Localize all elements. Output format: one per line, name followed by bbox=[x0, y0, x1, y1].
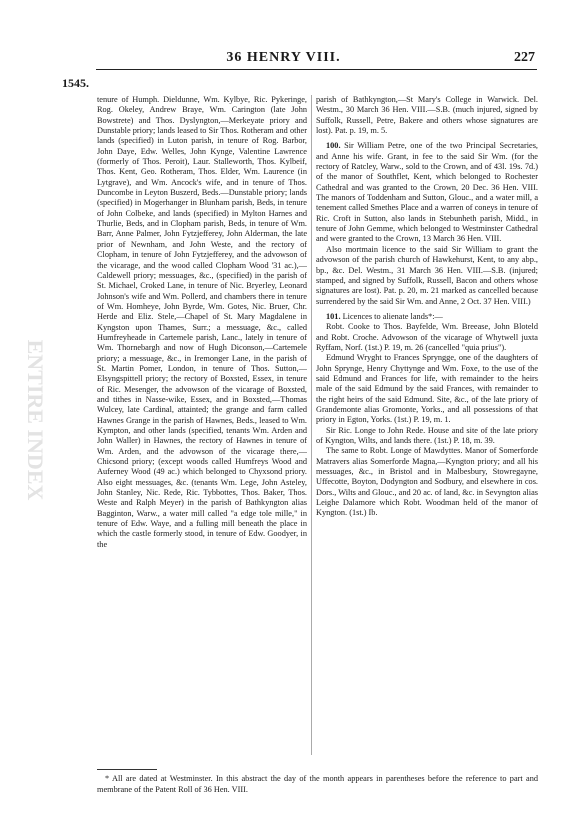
watermark-text: ENTIRE INDEX bbox=[23, 339, 48, 501]
watermark-stamp bbox=[8, 250, 48, 590]
footnote-rule bbox=[97, 769, 157, 770]
entry-number: 101. bbox=[326, 311, 341, 321]
paragraph: tenure of Humph. Dieldunne, Wm. Kylbye, Ric. Pykeringe, Rog. Okeley, Andrew Braye, Wm. Carington (late John Bowstrete) and Thos. Dyslyngton,—Merkeyate priory and Dunstable priory; lands leased to Sir Thos. Rotheram and other lands (specified) in Luton parish, in tenure of Rog. Barbor, John Daye, Edw. Welles, John Kynge, Valentine Lawrence (formerly of Thos. Peroit), Laur. Stalleworth, Thos. Kylbeif, Thos. Kent, Geo. Rotheram, Thos. Elder, Wm. Laurence (in Lytgrave), and Wm. Ancock's wife, and in tenure of Thos. Duncombe in Leyton Buszerd, Beds.—Dunstable priory; lands (specified) in Mogerhanger in Blunham parish, Beds, in tenure of John Colbeke, and lands (specified) in Mylton Harnes and Thurlie, Beds, and in Clopham parish, Beds, in tenure of Wm. Barr, Anne Palmer, John Fytzjefferey, John Alderman, the late prior of Newnham, and John Weste, and the rectory of Clopham, in tenure of John Fytzjefferey, and the advowson of the vicarage, and the wood called Clopham Wood '31 ac.),—Caldewell priory; messuages, &c., (specified) in the parish of St. Michael, Croked Lane, in tenure of Nic. Bryerley, Leonard Johnson's wife and Wm. Pollerd, and chambers there in tenure of Wm. Homheye, John Byrde, Wm. Gotes, Nic. Bruer, Chr. Herde and Eliz. Stele,—Chapel of St. Mary Magdalene in Kyngston upon Thames, Surr.; a messuage, &c., called Humfreyheade in Cartemele parish, Lanc., lately in tenure of Wm. Thornebargh and now of Hugh Diconson,—Cartemele priory; a messuage, &c., in Iremonger Lane, in the parish of St. Martin Pomer, London, in tenure of Thos. Sutton,—Elsyngspittell priory; the rectory of Boxsted, Essex, in tenure of Ric. Mesenger, the advowson of the vicarage of Boxsted, and tithes in Nasse-wike, Essex, and in Boxsted,—Thomas Wulcey, late Cardinal, attainted; the grange and farm called Hawnes Grange in the parish of Hawnes, Beds., leased to Wm. Kympton, and other lands (specified, tenants Wm. Arden and John Waller) in Hawnes, the rectory of Hawnes in tenure of Wm. Arden, and the advowson of the vicarage there,—Chicsond priory; (except woods called Humfreys Wood and Auferney Wood (49 ac.) which belonged to Chyxsond priory. Also eight messuages, &c. (tenants Wm. Lege, John Asteley, John Stanley, Nic. Rede, Ric. Tybbottes, Thos. Baker, Thos. Weste and Ralph Meyer) in the parish of Bathkyngton alias Bagginton, Warw., a water mill called "a edge tole mille," in tenure of Edw. Waye, and a fulling mill beneath the place in which the castle formerly stood, in tenure of Edw. Goodyer, in the bbox=[97, 95, 307, 549]
paragraph: Edmund Wryght to Frances Spryngge, one of the daughters of John Sprynge, Henry Chyttynge and Wm. Foxe, to the use of the said Edmund and Frances for life, with remainder to the heirs male of the said Edmund by the said Frances, with remainder to the right heirs of the said Edmund. Site, &c., of the late priory of Grandemonte alias Gromonte, Yorks., and all possessions of that priory in Egton, Yorks. (1st.) P. 19, m. 1. bbox=[316, 353, 538, 425]
paragraph: The same to Robt. Longe of Mawdyttes. Manor of Somerforde Matravers alias Somerforde Magna,—Kyngton priory; and all his messuages, &c., in Bristol and in Malbesbury, Stowregayne, Uffecotte, Boyton, Dodyngton and Sodbury, and elsewhere in cos. Dors., Wilts and Glouc., and 20 ac. of land, &c. in Sevyngton alias Leighe Dalamore which Robt. Woodman held of the manor of Kyngton. (1st.) Ib. bbox=[316, 446, 538, 518]
left-column bbox=[97, 95, 307, 755]
footnote-text: * All are dated at Westminster. In this abstract the day of the month appears in parentheses before the reference to part and membrane of the Patent Roll of 36 Hen. VIII. bbox=[97, 774, 538, 794]
entry-100 bbox=[316, 141, 538, 244]
year-margin-note: 1545. bbox=[62, 76, 89, 90]
running-head: 36 HENRY VIII. bbox=[226, 50, 341, 65]
header-rule bbox=[96, 69, 537, 70]
paragraph: Also mortmain licence to the said Sir William to grant the advowson of the parish church of Hawkehurst, Kent, to any abp., bp., &c. Del. Westm., 31 March 36 Hen. VIII.—S.B. (injured; stamped, and signed by Suffolk, Russell, Bacon and others whose signatures are lost). Pat. p. 20, m. 21 marked as cancelled because surrendered by the said Sir Wm. and Anne, 2 Oct. 37 Hen. VIII.) bbox=[316, 244, 538, 306]
column-divider bbox=[311, 95, 312, 755]
entry-text: Licences to alienate lands*:— bbox=[340, 311, 443, 321]
paragraph: Robt. Cooke to Thos. Bayfelde, Wm. Breease, John Bloteld and Robt. Croche. Advowson of the vicarage of Whytwell juxta Ryffam, Norf. (1st.) P. 19, m. 26 (cancelled "quia prius"). bbox=[316, 322, 538, 352]
right-column bbox=[316, 95, 538, 755]
footnote bbox=[97, 774, 538, 795]
paragraph: parish of Bathkyngton,—St Mary's College in Warwick. Del. Westm., 30 March 36 Hen. VIII.—S.B. (much injured, signed by Suffolk, Russell, Petre, Bakere and others whose signatures are lost). Pat. p. 19, m. 5. bbox=[316, 95, 538, 136]
entry-text: Sir William Petre, one of the two Principal Secretaries, and Anne his wife. Grant, in fee to the said Sir Wm. (for the rectory of Ratcley, Warw., sold to the Crown, and of 43l. 19s. 7d.) of the manor of Southflet, Kent, which belonged to Rochester Cathedral and was granted to the Crown, 20 Dec. 36 Hen. VIII. The manors of Toddenham and Sutton, Glouc., and a water mill, a tenement called Smethes Place and a warren of coneys in tenure of Ric. Croft in Sutton, also lands in Stebunheth parish, Midd., in tenure of John Gemme, which belonged to Westminster Cathedral and were granted to the Crown, 13 March 36 Hen. VIII. bbox=[316, 141, 538, 244]
paragraph: Sir Ric. Longe to John Rede. House and site of the late priory of Kyngton, Wilts, and lands there. (1st.) P. 18, m. 39. bbox=[316, 425, 538, 445]
entry-101 bbox=[316, 312, 538, 322]
page-number: 227 bbox=[514, 50, 535, 65]
entry-number: 100. bbox=[326, 141, 341, 151]
